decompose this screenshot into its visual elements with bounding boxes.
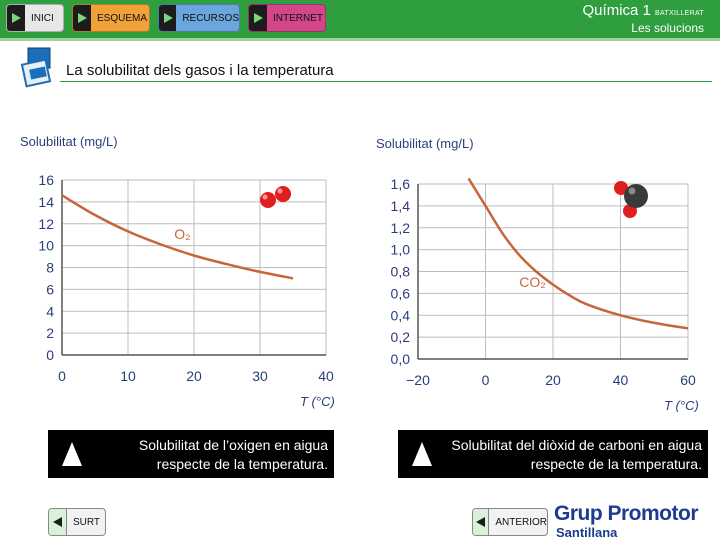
y-tick-label: 2 bbox=[46, 325, 54, 342]
x-tick-label: 30 bbox=[252, 368, 268, 384]
caption-oxygen bbox=[48, 430, 334, 478]
nav-esquema-button[interactable] bbox=[72, 4, 150, 32]
app-title bbox=[583, 2, 704, 19]
play-icon bbox=[249, 5, 267, 31]
y-tick-label: 4 bbox=[46, 303, 54, 320]
x-tick-labels bbox=[406, 372, 696, 388]
co2-molecule-icon bbox=[614, 181, 648, 218]
x-tick-label: 0 bbox=[58, 368, 66, 384]
nav-internet-label: INTERNET bbox=[273, 12, 323, 24]
y-tick-label: 6 bbox=[46, 281, 54, 298]
x-axis-label: T (°C) bbox=[300, 394, 335, 409]
play-icon bbox=[7, 5, 25, 31]
x-tick-label: 20 bbox=[545, 372, 561, 388]
chart-grid bbox=[418, 184, 688, 359]
y-axis-label: Solubilitat (mg/L) bbox=[20, 134, 118, 149]
oxygen-solubility-chart bbox=[10, 128, 350, 412]
section-title: La solubilitat dels gasos i la temperatura bbox=[66, 62, 334, 79]
x-tick-label: 40 bbox=[318, 368, 334, 384]
nav-recursos-label: RECURSOS bbox=[182, 12, 239, 24]
y-tick-label: 0 bbox=[46, 347, 54, 363]
co2-solubility-chart bbox=[370, 128, 716, 412]
app-subtitle: Les solucions bbox=[631, 21, 704, 35]
section-document-icon bbox=[20, 44, 60, 92]
caption-triangle-icon bbox=[412, 442, 432, 466]
y-tick-label: 1,0 bbox=[390, 241, 410, 258]
y-axis-label: Solubilitat (mg/L) bbox=[376, 136, 474, 151]
x-tick-label: 10 bbox=[120, 368, 136, 384]
logo-main-text: Grup Promotor bbox=[554, 502, 698, 525]
x-tick-label: −20 bbox=[406, 372, 430, 388]
x-tick-label: 40 bbox=[612, 372, 629, 388]
play-icon bbox=[159, 5, 176, 31]
nav-inici-button[interactable] bbox=[6, 4, 64, 32]
anterior-button[interactable] bbox=[472, 508, 548, 536]
publisher-logo bbox=[554, 500, 714, 540]
oxygen-molecule-icon bbox=[260, 186, 291, 208]
app-title-small: BATXILLERAT bbox=[655, 10, 704, 17]
y-tick-label: 10 bbox=[38, 237, 54, 254]
nav-recursos-button[interactable] bbox=[158, 4, 240, 32]
y-tick-label: 0,8 bbox=[390, 263, 410, 280]
y-tick-label: 1,6 bbox=[390, 176, 410, 192]
nav-inici-label: INICI bbox=[31, 12, 54, 24]
caption-co2 bbox=[398, 430, 708, 478]
section-divider bbox=[60, 81, 712, 82]
surt-button[interactable] bbox=[48, 508, 106, 536]
nav-esquema-label: ESQUEMA bbox=[97, 12, 148, 24]
co2-curve bbox=[469, 179, 688, 329]
x-tick-label: 0 bbox=[481, 372, 490, 388]
y-tick-label: 1,2 bbox=[390, 219, 410, 236]
caption-oxygen-text: Solubilitat de l’oxigen en aigua respecte de la temperatura. bbox=[138, 437, 328, 472]
x-tick-label: 60 bbox=[680, 372, 696, 388]
y-tick-label: 1,4 bbox=[390, 197, 410, 214]
surt-label: SURT bbox=[73, 516, 101, 528]
y-tick-labels bbox=[391, 176, 411, 367]
back-arrow-icon bbox=[49, 509, 67, 535]
y-tick-label: 14 bbox=[38, 193, 54, 210]
y-tick-label: 16 bbox=[38, 172, 54, 188]
y-tick-label: 0,6 bbox=[390, 285, 410, 302]
top-bar-strip bbox=[0, 38, 720, 41]
y-tick-label: 0,2 bbox=[390, 329, 410, 346]
x-tick-labels bbox=[58, 368, 334, 384]
caption-triangle-icon bbox=[62, 442, 82, 466]
y-tick-label: 0,4 bbox=[390, 307, 410, 324]
x-axis-label: T (°C) bbox=[664, 398, 699, 412]
logo-sub-text: Santillana bbox=[556, 525, 618, 540]
series-label-o2: O₂ bbox=[174, 226, 191, 243]
app-title-main: Química 1 bbox=[582, 2, 651, 19]
y-tick-label: 12 bbox=[38, 215, 54, 232]
caption-co2-text: Solubilitat del diòxid de carboni en aigua respecte de la temperatura. bbox=[451, 437, 702, 472]
series-label-co2: CO₂ bbox=[519, 273, 546, 290]
y-tick-label: 0,0 bbox=[390, 351, 410, 367]
back-arrow-icon bbox=[473, 509, 489, 535]
chart-grid bbox=[62, 180, 326, 355]
y-tick-labels bbox=[38, 172, 54, 363]
y-tick-label: 8 bbox=[46, 259, 54, 276]
anterior-label: ANTERIOR bbox=[495, 516, 547, 528]
x-tick-label: 20 bbox=[186, 368, 202, 384]
nav-internet-button[interactable] bbox=[248, 4, 326, 32]
play-icon bbox=[73, 5, 91, 31]
